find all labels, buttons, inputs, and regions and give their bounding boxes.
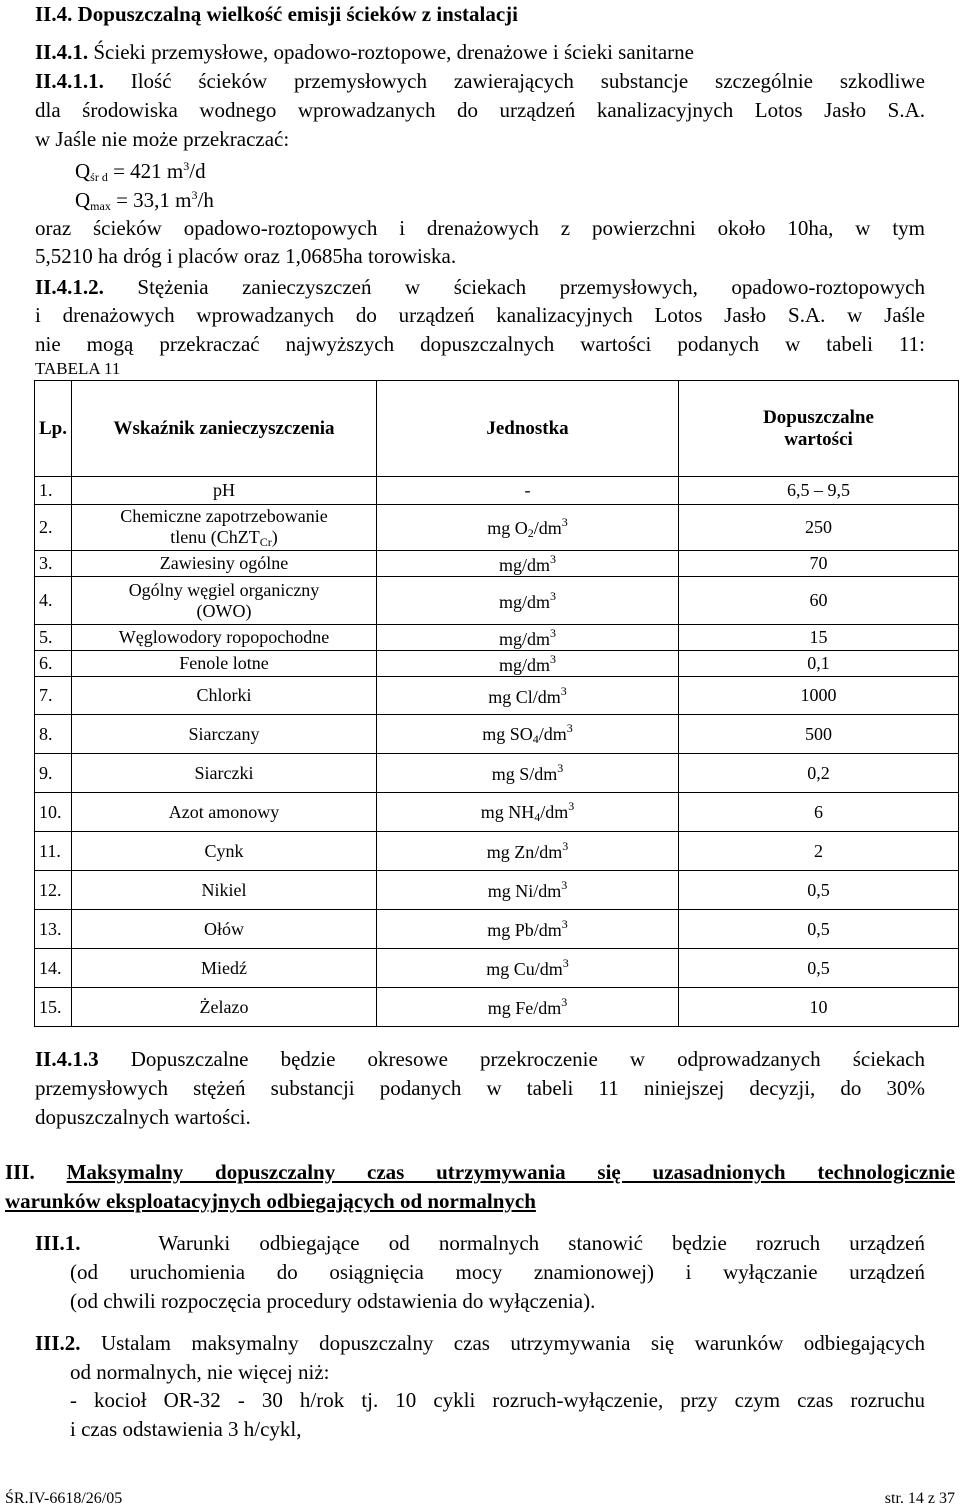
section-number: II.4. xyxy=(35,2,73,26)
para-II412-line1 xyxy=(35,277,925,298)
para-II411-line3: w Jaśle nie może przekraczać: xyxy=(35,127,290,151)
row-value: 500 xyxy=(679,715,959,754)
row-lp: 2. xyxy=(35,505,72,551)
text: mg Pb/dm xyxy=(487,920,562,940)
row-indicator: Cynk xyxy=(72,832,377,871)
section-number: III.2. xyxy=(35,1331,81,1355)
para-III2-line3: - kocioł OR-32 - 30 h/rok tj. 10 cykli rozruch-wyłączenie, przy czym czas rozruchu xyxy=(70,1388,925,1412)
table-row xyxy=(35,832,959,871)
text: śr d xyxy=(90,170,108,184)
table-header-row xyxy=(35,381,959,477)
row-unit xyxy=(377,677,679,715)
row-indicator: Ołów xyxy=(72,910,377,949)
row-lp: 9. xyxy=(35,754,72,793)
text: 3 xyxy=(562,956,569,970)
para-III2-line1 xyxy=(35,1333,925,1354)
row-unit xyxy=(377,754,679,793)
row-value: 250 xyxy=(679,505,959,551)
row-lp: 1. xyxy=(35,477,72,505)
text: mg S/dm xyxy=(491,764,558,784)
row-unit xyxy=(377,949,679,988)
row-lp: 12. xyxy=(35,871,72,910)
header-value xyxy=(679,381,959,477)
header-unit: Jednostka xyxy=(377,381,679,477)
row-indicator: Nikiel xyxy=(72,871,377,910)
text: Ogólny węgiel organiczny xyxy=(128,579,320,600)
table-row xyxy=(35,715,959,754)
table-row xyxy=(35,988,959,1027)
text: Q xyxy=(75,159,91,183)
row-unit xyxy=(377,832,679,871)
row-value: 0,5 xyxy=(679,949,959,988)
row-lp: 3. xyxy=(35,551,72,577)
para-II412-line3: nie mogą przekraczać najwyższych dopuszczalnych wartości podanych w tabeli 11: xyxy=(35,332,925,356)
header-lp: Lp. xyxy=(35,381,72,477)
para-II413-line3: dopuszczalnych wartości. xyxy=(35,1105,251,1129)
row-lp: 11. xyxy=(35,832,72,871)
para-III2-line2: od normalnych, nie więcej niż: xyxy=(70,1360,330,1384)
text xyxy=(76,527,372,550)
text: Cr xyxy=(259,534,272,549)
table-row xyxy=(35,625,959,651)
row-indicator: Siarczki xyxy=(72,754,377,793)
row-indicator: Żelazo xyxy=(72,988,377,1027)
row-value: 0,5 xyxy=(679,871,959,910)
para-III1-line1 xyxy=(35,1233,925,1254)
para-II412-line2: i drenażowych wprowadzanych do urządzeń kanalizacyjnych Lotos Jasło S.A. w Jaśle xyxy=(35,303,925,327)
text: = 421 m xyxy=(113,159,184,183)
table-row xyxy=(35,949,959,988)
para-II411-line2: dla środowiska wodnego wprowadzanych do urządzeń kanalizacyjnych Lotos Jasło S.A. xyxy=(35,98,925,122)
text: 3 xyxy=(183,159,190,173)
row-value: 15 xyxy=(679,625,959,651)
table-row xyxy=(35,910,959,949)
row-unit xyxy=(377,625,679,651)
text: Stężenia zanieczyszczeń w ściekach przemysłowych, opadowo-roztopowych xyxy=(137,275,926,299)
text: 3 xyxy=(550,625,556,640)
text: /dm xyxy=(538,724,567,744)
section-number: III. xyxy=(5,1160,35,1184)
text: mg/dm xyxy=(498,554,550,575)
text: 3 xyxy=(550,651,556,666)
text: mg NH xyxy=(480,802,535,822)
row-indicator: Siarczany xyxy=(72,715,377,754)
text: 3 xyxy=(562,839,569,853)
row-lp: 8. xyxy=(35,715,72,754)
text: Warunki odbiegające od normalnych stanowić będzie rozruch urządzeń xyxy=(158,1231,925,1255)
text: mg Cu/dm xyxy=(486,959,563,979)
text: 3 xyxy=(191,188,198,202)
section-heading-II4 xyxy=(35,4,925,25)
row-value: 6 xyxy=(679,793,959,832)
table-row xyxy=(35,477,959,505)
row-value: 0,2 xyxy=(679,754,959,793)
row-lp: 15. xyxy=(35,988,72,1027)
footer-page-number: str. 14 z 37 xyxy=(884,1490,955,1507)
table-11 xyxy=(34,380,959,1027)
text: /dm xyxy=(540,802,569,822)
text: 3 xyxy=(557,761,564,775)
text: 3 xyxy=(561,995,568,1009)
section-number: II.4.1.1. xyxy=(35,69,104,93)
footer-reference: ŚR.IV-6618/26/05 xyxy=(5,1490,123,1507)
text: mg Cl/dm xyxy=(488,686,561,707)
text: mg O xyxy=(487,517,528,538)
text: 4 xyxy=(534,810,541,824)
row-lp: 10. xyxy=(35,793,72,832)
text: wartości xyxy=(784,428,853,450)
row-indicator xyxy=(72,505,377,551)
table-row xyxy=(35,871,959,910)
para-III1-line3: (od chwili rozpoczęcia procedury odstawienia do wyłączenia). xyxy=(70,1289,596,1313)
section-number: III.1. xyxy=(35,1231,81,1255)
row-unit xyxy=(377,871,679,910)
text: = 33,1 m xyxy=(116,188,192,212)
text: /dm xyxy=(533,517,562,538)
section-number: II.4.1. xyxy=(35,40,89,64)
row-unit xyxy=(377,910,679,949)
row-lp: 4. xyxy=(35,577,72,625)
row-unit xyxy=(377,988,679,1027)
row-unit xyxy=(377,793,679,832)
section-title: Ścieki przemysłowe, opadowo-roztopowe, drenażowe i ścieki sanitarne xyxy=(93,40,694,64)
row-indicator: Fenole lotne xyxy=(72,651,377,677)
row-lp: 6. xyxy=(35,651,72,677)
section-title: Dopuszczalną wielkość emisji ścieków z instalacji xyxy=(77,2,518,26)
text: 3 xyxy=(550,588,556,603)
para-II411-line4: oraz ścieków opadowo-roztopowych i drenażowych z powierzchni około 10ha, w tym xyxy=(35,216,925,240)
row-indicator xyxy=(72,577,377,625)
text: Q xyxy=(75,188,91,212)
para-II413-line2: przemysłowych stężeń substancji podanych w tabeli 11 niniejszej decyzji, do 30% xyxy=(35,1076,925,1100)
text: 3 xyxy=(550,551,556,566)
para-III2-line4: i czas odstawienia 3 h/cykl, xyxy=(70,1417,302,1441)
text: Chemiczne zapotrzebowanie xyxy=(120,505,328,526)
text: /d xyxy=(189,159,206,183)
row-indicator: Miedź xyxy=(72,949,377,988)
row-value: 0,1 xyxy=(679,651,959,677)
text: tlenu (ChZT xyxy=(170,526,260,547)
formula-q-avg xyxy=(75,160,925,183)
row-value: 60 xyxy=(679,577,959,625)
row-indicator: Węglowodory ropopochodne xyxy=(72,625,377,651)
text: mg/dm xyxy=(498,628,550,649)
row-lp: 7. xyxy=(35,677,72,715)
table-row xyxy=(35,754,959,793)
row-indicator: Azot amonowy xyxy=(72,793,377,832)
text: 3 xyxy=(568,799,575,813)
row-value: 70 xyxy=(679,551,959,577)
row-unit xyxy=(377,505,679,551)
section-heading-II41 xyxy=(35,42,925,63)
row-unit: - xyxy=(377,477,679,505)
table-row xyxy=(35,551,959,577)
row-value: 6,5 – 9,5 xyxy=(679,477,959,505)
text: 4 xyxy=(532,732,539,746)
table-row xyxy=(35,651,959,677)
text: mg/dm xyxy=(498,591,550,612)
text: 3 xyxy=(561,917,568,931)
row-lp: 14. xyxy=(35,949,72,988)
text: mg Ni/dm xyxy=(487,881,562,901)
row-unit xyxy=(377,577,679,625)
row-value: 10 xyxy=(679,988,959,1027)
text: mg Fe/dm xyxy=(487,998,562,1018)
section-heading-III-line2: warunków eksploatacyjnych odbiegających od normalnych xyxy=(5,1189,536,1213)
row-unit xyxy=(377,715,679,754)
text: Dopuszczalne będzie okresowe przekroczenie w odprowadzanych ściekach xyxy=(130,1047,925,1071)
text: Maksymalny dopuszczalny czas utrzymywania się uzasadnionych technologicznie xyxy=(66,1160,955,1184)
text: 2 xyxy=(527,525,534,540)
row-unit xyxy=(377,651,679,677)
text: max xyxy=(90,199,111,213)
row-value: 2 xyxy=(679,832,959,871)
text: 3 xyxy=(566,721,573,735)
row-value: 0,5 xyxy=(679,910,959,949)
table-row xyxy=(35,577,959,625)
row-value: 1000 xyxy=(679,677,959,715)
text: mg/dm xyxy=(498,654,550,675)
section-number: II.4.1.3 xyxy=(35,1047,99,1071)
row-unit xyxy=(377,551,679,577)
row-indicator: Chlorki xyxy=(72,677,377,715)
para-II411-line5: 5,5210 ha dróg i placów oraz 1,0685ha torowiska. xyxy=(35,244,457,268)
text: 3 xyxy=(560,683,567,698)
text: mg Zn/dm xyxy=(486,842,563,862)
table-row xyxy=(35,505,959,551)
section-number: II.4.1.2. xyxy=(35,275,104,299)
text: mg SO xyxy=(482,724,533,744)
text: Ilość ścieków przemysłowych zawierających substancje szczególnie szkodliwe xyxy=(130,69,925,93)
text: Ustalam maksymalny dopuszczalny czas utrzymywania się warunków odbiegających xyxy=(100,1331,925,1355)
para-II413-line1 xyxy=(35,1049,925,1070)
row-lp: 13. xyxy=(35,910,72,949)
text: Dopuszczalne xyxy=(763,406,874,428)
table-row xyxy=(35,793,959,832)
row-indicator: Zawiesiny ogólne xyxy=(72,551,377,577)
table-row xyxy=(35,677,959,715)
text: 3 xyxy=(561,878,568,892)
text: (OWO) xyxy=(196,600,252,621)
text: 3 xyxy=(561,514,568,529)
formula-q-max xyxy=(75,189,925,212)
section-heading-III-line1 xyxy=(5,1162,955,1183)
table-label: TABELA 11 xyxy=(35,359,121,378)
row-lp: 5. xyxy=(35,625,72,651)
para-II411-line1 xyxy=(35,71,925,92)
header-indicator: Wskaźnik zanieczyszczenia xyxy=(72,381,377,477)
text: ) xyxy=(271,526,278,547)
row-indicator: pH xyxy=(72,477,377,505)
para-III1-line2: (od uruchomienia do osiągnięcia mocy znamionowej) i wyłączanie urządzeń xyxy=(70,1260,925,1284)
text: /h xyxy=(197,188,214,212)
